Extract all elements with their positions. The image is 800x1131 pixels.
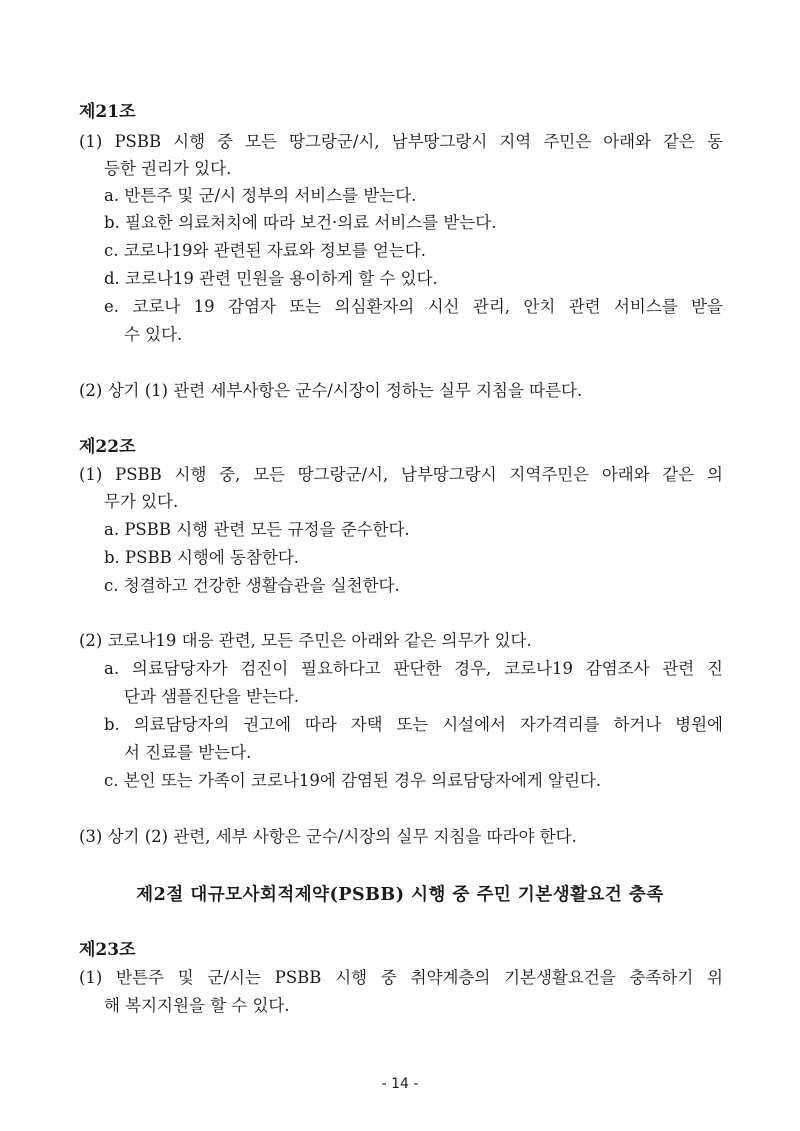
article-22-paragraph-2: (2) 코로나19 대응 관련, 모든 주민은 아래와 같은 의무가 있다.: [79, 631, 532, 650]
article-22-item-2c: c. 본인 또는 가족이 코로나19에 감염된 경우 의료담당자에게 알린다.: [104, 771, 602, 790]
article-22-item-a: a. PSBB 시행 관련 모든 규정을 준수한다.: [104, 520, 410, 539]
section-2-title: 제2절 대규모사회적제약(PSBB) 시행 중 주민 기본생활요건 충족: [136, 885, 664, 905]
article-23-paragraph-1-line-1: (1) 반튼주 및 군/시는 PSBB 시행 중 취약계층의 기본생활요건을 충족하기 위: [79, 968, 723, 987]
article-22-item-2b-line-1: b. 의료담당자의 권고에 따라 자택 또는 시설에서 자가격리를 하거나 병원에: [104, 715, 723, 734]
article-22-paragraph-3: (3) 상기 (2) 관련, 세부 사항은 군수/시장의 실무 지침을 따라야 한다.: [79, 827, 577, 846]
article-22-item-b: b. PSBB 시행에 동참한다.: [104, 548, 300, 567]
article-21-paragraph-1-line-2: 등한 권리가 있다.: [104, 159, 232, 178]
article-22-item-2b-line-2: 서 진료를 받는다.: [124, 743, 252, 762]
article-21-item-e-line-1: e. 코로나 19 감염자 또는 의심환자의 시신 관리, 안치 관련 서비스를 받을: [104, 297, 723, 316]
article-22-item-2a-line-2: 단과 샘플진단을 받는다.: [124, 687, 300, 706]
article-22-paragraph-1-line-2: 무가 있다.: [104, 492, 179, 511]
article-21-paragraph-1-line-1: (1) PSBB 시행 중 모든 땅그랑군/시, 남부땅그랑시 지역 주민은 아래와 같은 동: [79, 132, 723, 151]
page-number: - 14 -: [381, 1076, 419, 1092]
article-21-paragraph-2: (2) 상기 (1) 관련 세부사항은 군수/시장이 정하는 실무 지침을 따른다.: [79, 381, 583, 400]
article-22-heading: 제22조: [79, 437, 136, 457]
article-21-heading: 제21조: [79, 102, 136, 122]
article-22-item-2a-line-1: a. 의료담당자가 검진이 필요하다고 판단한 경우, 코로나19 감염조사 관련 진: [104, 659, 723, 678]
article-23-paragraph-1-line-2: 해 복지지원을 할 수 있다.: [104, 996, 290, 1015]
article-23-heading: 제23조: [79, 940, 136, 960]
article-21-item-b: b. 필요한 의료처치에 따라 보건·의료 서비스를 받는다.: [104, 213, 497, 232]
article-21-item-c: c. 코로나19와 관련된 자료와 정보를 얻는다.: [104, 241, 426, 260]
article-22-item-c: c. 청결하고 건강한 생활습관을 실천한다.: [104, 576, 400, 595]
article-21-item-d: d. 코로나19 관련 민원을 용이하게 할 수 있다.: [104, 269, 438, 288]
article-21-item-e-line-2: 수 있다.: [124, 325, 183, 344]
article-21-item-a: a. 반튼주 및 군/시 정부의 서비스를 받는다.: [104, 186, 417, 205]
article-22-paragraph-1-line-1: (1) PSBB 시행 중, 모든 땅그랑군/시, 남부땅그랑시 지역주민은 아래와 같은 의: [79, 465, 723, 484]
